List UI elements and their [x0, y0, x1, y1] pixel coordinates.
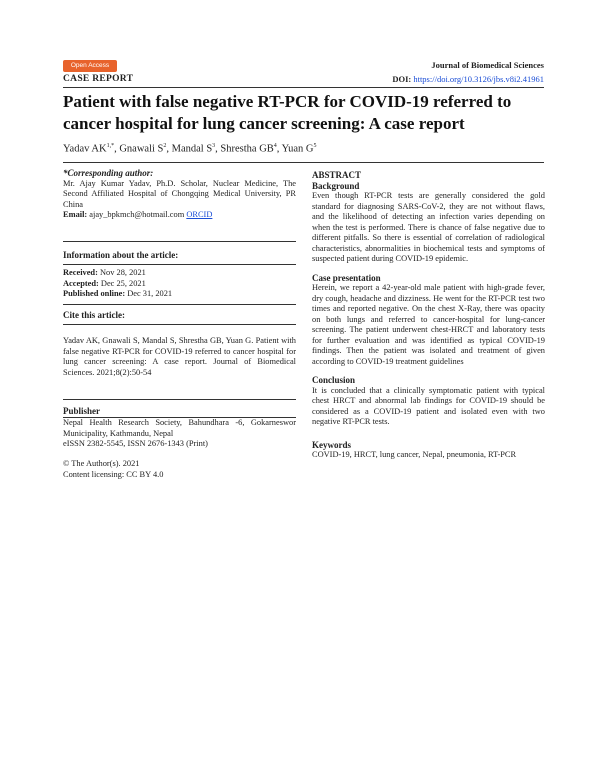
case-text: Herein, we report a 42-year-old male patient with high-grade fever, dry cough, headache and dizziness. He went for the RT-PCR test two times and reported negative. On the chest X-Ray, there was opacity on both lungs and referred to cancer-hospital for lung-cancer screening. The patient underwent chest-HRCT and laboratory tests for further evaluation and was identified as typical COVID-19 findings. Then the patient was isolated and treatment of given according to COVID-19 treatment guidelines	[312, 283, 545, 366]
license-section	[63, 459, 296, 480]
rule-5	[63, 399, 296, 400]
email-address[interactable]: ajay_bpkmch@hotmail.com	[89, 210, 185, 219]
publisher-section	[63, 406, 296, 417]
abstract	[312, 170, 545, 461]
abstract-heading: ABSTRACT	[312, 170, 362, 180]
cite-section	[63, 310, 296, 321]
article-type: CASE REPORT	[63, 74, 134, 84]
background-heading: Background	[312, 180, 360, 191]
case-heading: Case presentation	[312, 272, 381, 283]
accepted-date: Accepted: Dec 25, 2021	[63, 278, 146, 288]
conclusion-text: It is concluded that a clinically symptomatic patient with typical chest HRCT and abnormal lab findings for COVID-19 should be considered as a COVID-19 patient and isolated even with two negative RT-PCR tests.	[312, 385, 545, 426]
keywords-text: COVID-19, HRCT, lung cancer, Nepal, pneumonia, RT-PCR	[312, 450, 517, 459]
keywords-heading: Keywords	[312, 439, 351, 450]
cite-text: Yadav AK, Gnawali S, Mandal S, Shrestha GB, Yuan G. Patient with false negative RT-PCR for COVID-19 referred to cancer hospital for lung cancer screening: A case report. Journal of Biomedical Sciences. 2021;8(2):50-54	[63, 336, 296, 377]
doi	[392, 74, 544, 84]
rule-1	[63, 241, 296, 242]
background-text: Even though RT-PCR tests are generally considered the gold standard for diagnosing SARS-CoV-2, they are not without flaws, and the likelihood of detecting an infection varies depending on when the test is performed. There is chance of false negative due to different pitfalls. So there is essential of correlation of radiological characteristics, abnormalities in biochemical tests and symptoms of suspected patient during COVID-19 epidemic.	[312, 191, 545, 263]
publisher-heading: Publisher	[63, 406, 101, 416]
author-list: Yadav $AK^{1,*}$, Gnawali $S^2$, Mandal $S^3$, Shrestha $GB^4$, Yuan $G^5$	[63, 143, 317, 155]
orcid-link[interactable]: ORCID	[186, 210, 213, 219]
journal-name: Journal of Biomedical Sciences	[431, 60, 544, 70]
article-dates	[63, 268, 296, 300]
publisher-info	[63, 418, 296, 450]
conclusion-heading: Conclusion	[312, 375, 356, 385]
corresponding-heading: *Corresponding author:	[63, 168, 154, 178]
corresponding-text: Mr. Ajay Kumar Yadav, Ph.D. Scholar, Nuclear Medicine, The Second Affiliated Hospital of Chongqing Medical University, PR China	[63, 178, 296, 209]
rule-4	[63, 324, 296, 325]
doi-label: DOI:	[392, 74, 412, 84]
received-date: Received: Nov 28, 2021	[63, 268, 146, 277]
article-title: Patient with false negative RT-PCR for COVID-19 referred to cancer hospital for lung cancer screening: A case report	[63, 92, 512, 133]
corresponding-author	[63, 168, 296, 221]
email-line: Email: ajay_bpkmch@hotmail.com ORCID	[63, 210, 213, 219]
copyright: © The Author(s). 2021	[63, 459, 140, 468]
cite-heading: Cite this article:	[63, 310, 125, 320]
article-info	[63, 250, 296, 261]
content-licensing: Content licensing: CC BY 4.0	[63, 469, 164, 479]
rule-3	[63, 304, 296, 305]
author-rule	[63, 162, 544, 163]
article-info-heading: Information about the article:	[63, 250, 179, 260]
doi-link[interactable]: https://doi.org/10.3126/jbs.v8i2.41961	[413, 74, 544, 84]
published-date: Published online: Dec 31, 2021	[63, 289, 173, 298]
issn: eISSN 2382-5545, ISSN 2676-1343 (Print)	[63, 439, 208, 448]
header-rule	[63, 87, 544, 88]
rule-2	[63, 264, 296, 265]
publisher-address: Nepal Health Research Society, Bahundhara -6, Gokarneswor Municipality, Kathmandu, Nepal	[63, 418, 296, 438]
open-access-badge: Open Access	[63, 60, 117, 72]
